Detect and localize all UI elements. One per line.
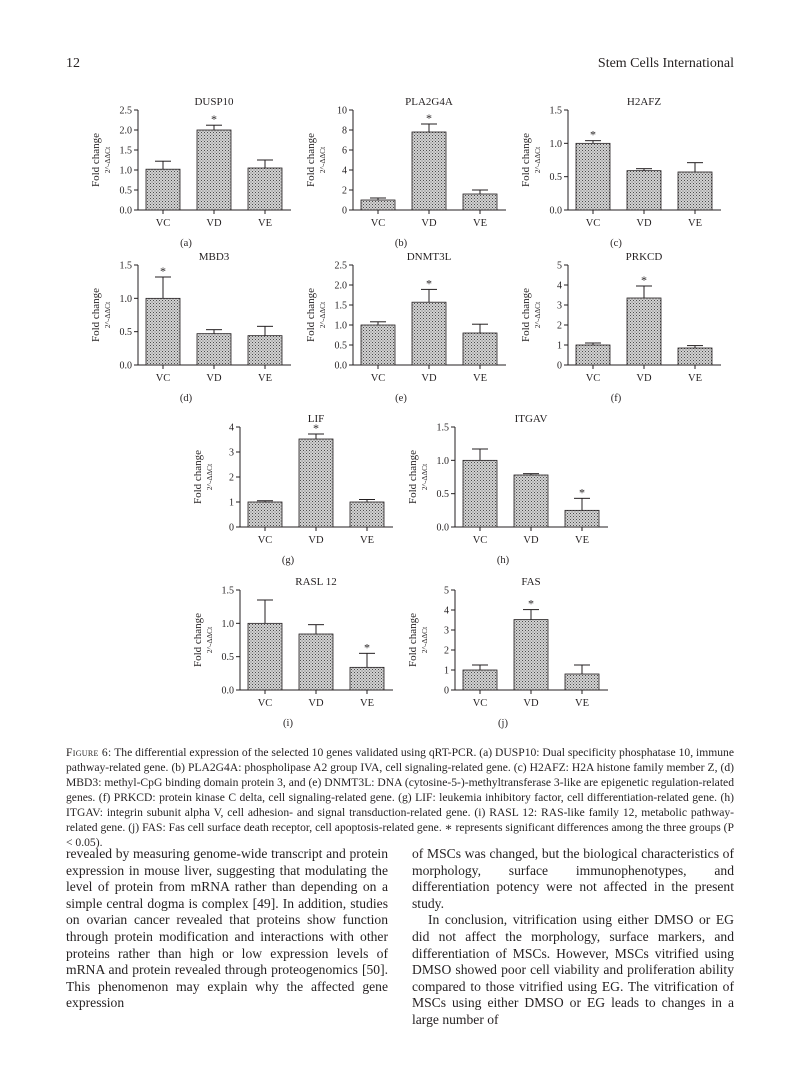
significance-marker: * [313,421,319,435]
bar-vd [197,130,231,210]
bar-vd [412,302,446,365]
y-tick-label: 0.5 [119,185,132,197]
panel-label: (f) [610,393,622,404]
body-paragraph: revealed by measuring genome-wide transcript and protein expression in mouse liver, suggesting that modulating the level of protein from mRNA rather than depending on a simple central dogma is complex [49]. In addition, studies on ovarian cancer revealed that proteins show function through protein modification and interactions with other proteins rather than high or low expression levels of mRNA and protein revealed through proteogenomics [50]. This phenomenon may explain why the affected gene expression [66,846,388,1011]
x-tick-label: VD [421,218,437,229]
x-tick-label: VE [360,535,374,546]
caption-text: The differential expression of the selected 10 genes validated using qRT-PCR. (a) DUSP10: Dual specificity phosphatase 10, immune pathway-related gene. (b) PLA2G4A: phospholipase A2 group IVA, cell signaling-related gene. (c) H2AFZ: H2A histone family member Z, (d) MBD3: methyl-CpG binding domain protein 3, and (e) DNMT3L: DNA (cytosine-5-)-methyltransferase 3-like are epigenetic regulation-related genes. (f) PRKCD: protein kinase C delta, cell signaling-related gene. (g) LIF: leukemia inhibitory factor, cell differentiation-related gene. (h) ITGAV: integrin subunit alpha V, cell adhesion- and signal transduction-related gene. (i) RASL 12: RAS-like family 12, metabolic pathway-related gene. (j) FAS: Fas cell surface death receptor, cell apoptosis-related gene. ∗ represents significant differences among the three groups (P < 0.05). [66,746,734,849]
x-tick-label: VC [155,373,171,384]
bar-vd [299,634,333,690]
bar-vc [248,502,282,527]
bar-ve [248,336,282,365]
bar-ve [678,348,712,365]
x-tick-label: VC [257,698,273,709]
chart-panel-j [407,576,608,729]
bar-vd [197,334,231,365]
bar-ve [463,333,497,365]
y-tick-label: 1.5 [334,300,347,312]
journal-name: Stem Cells International [597,56,734,71]
chart-panel-e [305,251,506,404]
panel-label: (a) [180,238,192,249]
significance-marker: * [426,276,432,291]
y-tick-label: 1.5 [436,422,449,434]
significance-marker: * [426,111,432,125]
bar-vd [412,132,446,210]
y-axis-unit: 2^-ΔΔCt [103,301,112,329]
panel-label: (j) [498,718,508,729]
chart-panel-f [520,251,721,404]
x-tick-label: VC [370,373,386,384]
y-tick-label: 0.5 [221,652,234,664]
x-tick-label: VD [421,373,437,384]
chart-title: PLA2G4A [405,96,453,108]
y-tick-label: 1.5 [119,260,132,272]
x-tick-label: VE [258,218,272,229]
y-tick-label: 0.0 [221,685,234,697]
chart-title: PRKCD [625,251,663,263]
body-paragraph: In conclusion, vitrification using either DMSO or EG did not affect the morphology, surface markers, and differentiation of MSCs. However, MSCs vitrified using DMSO showed poor cell viability and proliferation ability compared to those vitrified using EG. The vitrification of MSCs using either DMSO or EG leads to changes in a large number of [412,912,734,1027]
body-right-column [412,846,734,1029]
y-axis-label: Fold change [90,132,102,188]
bar-vc [248,623,282,690]
chart-panel-g [192,413,393,566]
y-axis-label: Fold change [192,449,204,505]
y-tick-label: 0.5 [334,340,347,352]
bar-ve [565,510,599,527]
x-tick-label: VE [688,218,702,229]
y-tick-label: 1 [229,497,234,509]
y-axis-label: Fold change [90,287,102,343]
x-tick-label: VC [585,373,601,384]
y-tick-label: 2.5 [119,105,132,117]
y-tick-label: 0.5 [436,489,449,501]
x-tick-label: VC [257,535,273,546]
x-tick-label: VD [523,698,539,709]
y-tick-label: 3 [229,447,234,459]
y-tick-label: 3 [444,625,449,637]
y-tick-label: 4 [557,280,562,292]
y-tick-label: 0.0 [334,360,347,372]
bar-vc [576,143,610,210]
y-tick-label: 0 [229,522,234,534]
x-tick-label: VD [206,373,222,384]
x-tick-label: VD [523,535,539,546]
y-tick-label: 4 [229,422,234,434]
x-tick-label: VC [585,218,601,229]
y-tick-label: 0 [342,205,347,217]
significance-marker: * [364,640,370,655]
x-tick-label: VE [575,698,589,709]
y-tick-label: 1.5 [119,145,132,157]
y-tick-label: 3 [557,300,562,312]
y-tick-label: 2.0 [334,280,347,292]
panel-label: (e) [395,393,407,404]
y-tick-label: 0.0 [549,205,562,217]
y-tick-label: 1 [444,665,449,677]
y-tick-label: 2 [229,472,234,484]
y-tick-label: 1.0 [221,618,234,630]
panel-label: (c) [610,238,622,249]
x-tick-label: VE [473,218,487,229]
bar-vd [514,620,548,690]
x-tick-label: VE [688,373,702,384]
chart-panel-a [90,96,291,249]
bar-ve [678,172,712,210]
bar-vc [576,345,610,365]
chart-title: H2AFZ [626,96,662,108]
bar-ve [350,502,384,527]
chart-title: RASL 12 [295,576,337,588]
y-tick-label: 5 [444,585,449,597]
y-tick-label: 6 [342,145,347,157]
bar-vd [627,171,661,210]
significance-marker: * [211,112,217,127]
y-tick-label: 1.5 [549,105,562,117]
x-tick-label: VD [206,218,222,229]
y-tick-label: 1.0 [119,293,132,305]
y-tick-label: 4 [444,605,449,617]
x-tick-label: VD [636,218,652,229]
body-left-column [66,846,388,1012]
x-tick-label: VC [155,218,171,229]
panel-label: (g) [281,555,295,566]
x-tick-label: VD [308,698,324,709]
y-axis-label: Fold change [520,287,532,343]
y-axis-label: Fold change [305,132,317,188]
x-tick-label: VD [308,535,324,546]
y-tick-label: 2 [557,320,562,332]
chart-panel-h [407,413,608,566]
figure-caption [66,745,734,850]
y-tick-label: 2 [342,185,347,197]
bar-ve [350,667,384,690]
x-tick-label: VE [575,535,589,546]
bar-ve [463,194,497,210]
y-tick-label: 5 [557,260,562,272]
bar-vc [361,325,395,365]
x-tick-label: VE [360,698,374,709]
significance-marker: * [528,596,534,611]
panel-label: (i) [283,718,293,729]
significance-marker: * [579,485,585,500]
y-tick-label: 0.0 [119,205,132,217]
y-tick-label: 1.0 [436,455,449,467]
y-tick-label: 8 [342,125,347,137]
y-axis-label: Fold change [407,612,419,668]
y-axis-unit: 2^-ΔΔCt [103,146,112,174]
bar-ve [248,168,282,210]
bar-vc [361,200,395,210]
y-axis-unit: 2^-ΔΔCt [420,626,429,654]
significance-marker: * [641,273,647,287]
y-tick-label: 1 [557,340,562,352]
bar-vd [627,298,661,365]
bar-ve [565,674,599,690]
bar-vd [514,475,548,527]
bar-vc [146,169,180,210]
chart-title: LIF [307,413,325,425]
y-tick-label: 0.5 [119,327,132,339]
bar-vc [463,460,497,527]
y-tick-label: 1.5 [221,585,234,597]
y-axis-unit: 2^-ΔΔCt [318,146,327,174]
y-tick-label: 1.0 [119,165,132,177]
body-paragraph: of MSCs was changed, but the biological characteristics of morphology, surface immunophenotypes, and differentiation potency were not affected in the present study. [412,846,734,911]
y-axis-label: Fold change [192,612,204,668]
y-tick-label: 1.0 [334,320,347,332]
y-tick-label: 10 [337,105,347,117]
bar-vd [299,439,333,527]
significance-marker: * [160,264,166,278]
x-tick-label: VC [472,698,488,709]
y-tick-label: 0 [557,360,562,372]
y-axis-label: Fold change [407,449,419,505]
chart-title: DUSP10 [194,96,234,108]
x-tick-label: VC [370,218,386,229]
chart-panel-d [90,251,291,404]
x-tick-label: VC [472,535,488,546]
y-axis-unit: 2^-ΔΔCt [205,626,214,654]
y-axis-unit: 2^-ΔΔCt [533,146,542,174]
page-number: 12 [66,56,80,71]
chart-title: FAS [521,576,541,588]
y-tick-label: 0 [444,685,449,697]
y-axis-label: Fold change [520,132,532,188]
panel-label: (d) [179,393,193,404]
y-axis-unit: 2^-ΔΔCt [205,463,214,491]
caption-label: Figure 6: [66,746,112,759]
bar-vc [146,298,180,365]
y-tick-label: 0.0 [119,360,132,372]
significance-marker: * [590,127,596,142]
x-tick-label: VD [636,373,652,384]
chart-panel-b [305,96,506,249]
y-tick-label: 4 [342,165,347,177]
y-tick-label: 2.0 [119,125,132,137]
chart-panel-c [520,96,721,249]
x-tick-label: VE [473,373,487,384]
y-axis-unit: 2^-ΔΔCt [533,301,542,329]
y-tick-label: 2 [444,645,449,657]
y-axis-unit: 2^-ΔΔCt [420,463,429,491]
y-tick-label: 0.5 [549,172,562,184]
x-tick-label: VE [258,373,272,384]
panel-label: (h) [496,555,510,566]
panel-label: (b) [394,238,408,249]
chart-title: ITGAV [514,413,548,425]
y-tick-label: 0.0 [436,522,449,534]
y-tick-label: 2.5 [334,260,347,272]
bar-vc [463,670,497,690]
chart-panel-i [192,576,393,729]
chart-title: DNMT3L [406,251,452,263]
y-tick-label: 1.0 [549,138,562,150]
y-axis-unit: 2^-ΔΔCt [318,301,327,329]
chart-title: MBD3 [198,251,230,263]
y-axis-label: Fold change [305,287,317,343]
